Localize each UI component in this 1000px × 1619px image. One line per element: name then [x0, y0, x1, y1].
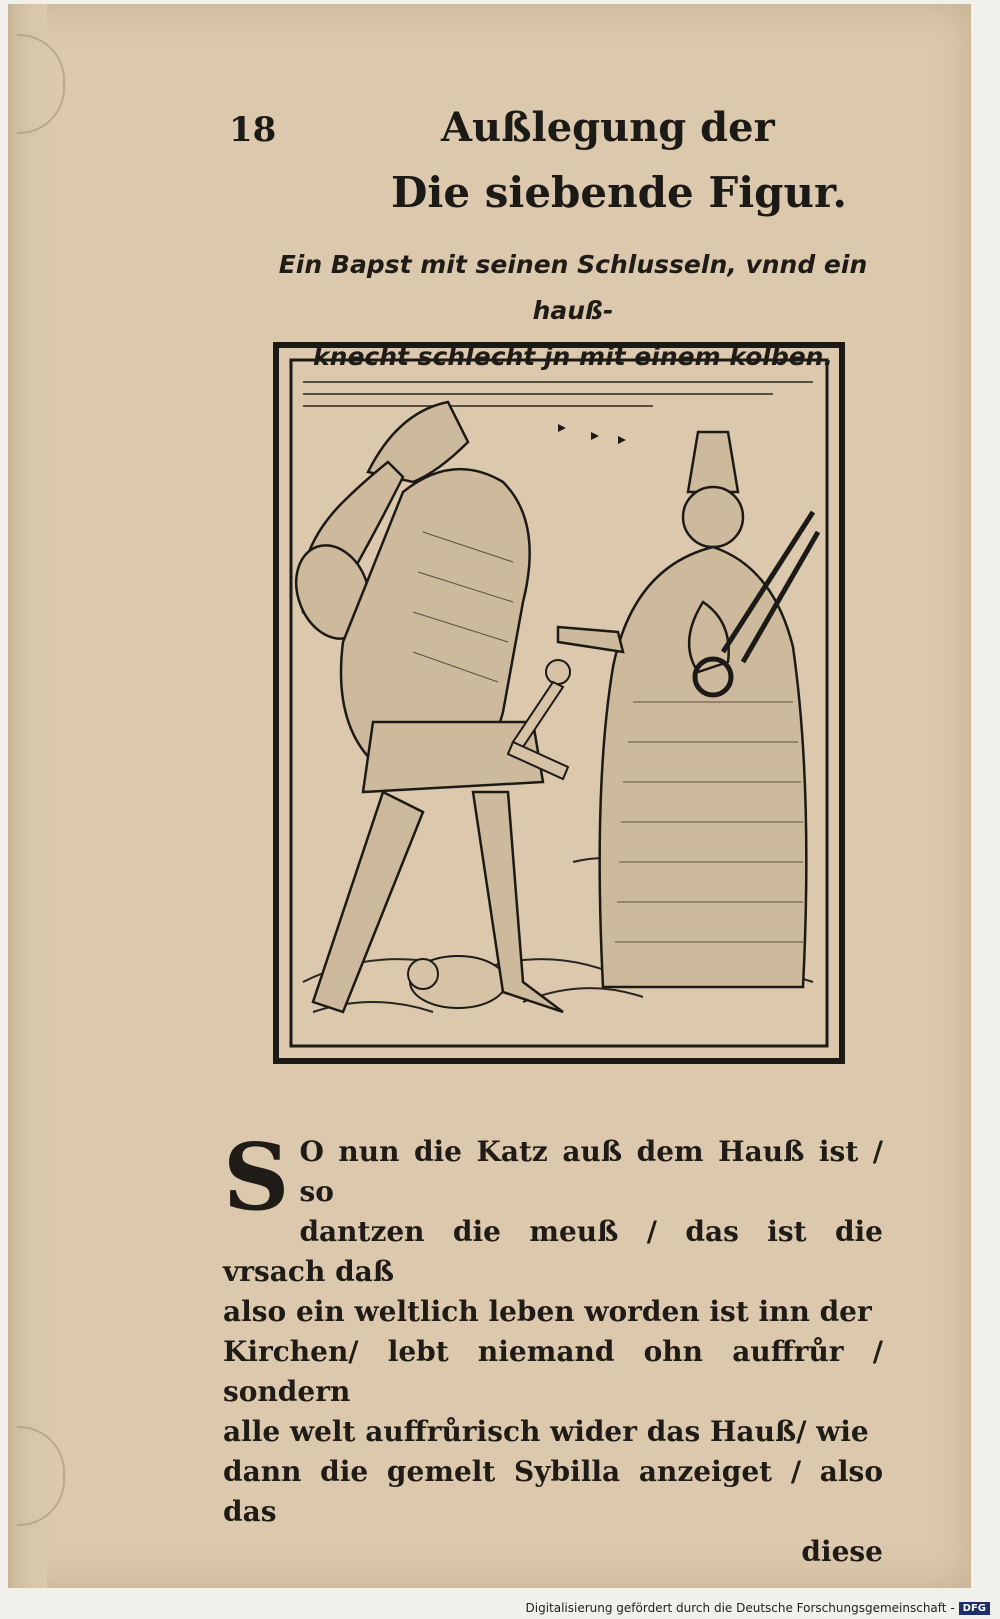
body-line: alle welt auffrůrisch wider das Hauß/ wie [223, 1415, 869, 1448]
binding-clip-top [17, 34, 65, 134]
page-number: 18 [229, 110, 277, 150]
running-head: Außlegung der [441, 104, 775, 151]
body-line: also ein weltlich leben worden ist inn der [223, 1295, 872, 1328]
body-line: O nun die Katz auß dem Hauß ist / so [299, 1135, 883, 1208]
body-line: Kirchen/ lebt niemand ohn auffrůr / sondern [223, 1335, 883, 1408]
woodcut-illustration [273, 342, 845, 1064]
body-text [223, 1123, 883, 1572]
caption-line: knecht schlecht jn mit einem kolben. [313, 342, 833, 371]
body-line: dantzen die meuß / das ist die vrsach daß [223, 1215, 883, 1288]
book-page [8, 4, 971, 1588]
caption-line: Ein Bapst mit seinen Schlusseln, vnnd ein hauß- [278, 250, 868, 325]
page-edge [11, 4, 47, 1588]
drop-cap-initial: S [223, 1123, 290, 1231]
binding-clip-bottom [17, 1426, 65, 1526]
body-line: dann die gemelt Sybilla anzeiget / also das [223, 1455, 883, 1528]
credit-text: Digitalisierung gefördert durch die Deutsche Forschungsgemeinschaft - [525, 1601, 955, 1615]
catchword: diese [801, 1535, 883, 1568]
dfg-logo: DFG [959, 1602, 990, 1615]
digitization-credit [526, 1601, 991, 1615]
figure-title: Die siebende Figur. [391, 168, 847, 217]
